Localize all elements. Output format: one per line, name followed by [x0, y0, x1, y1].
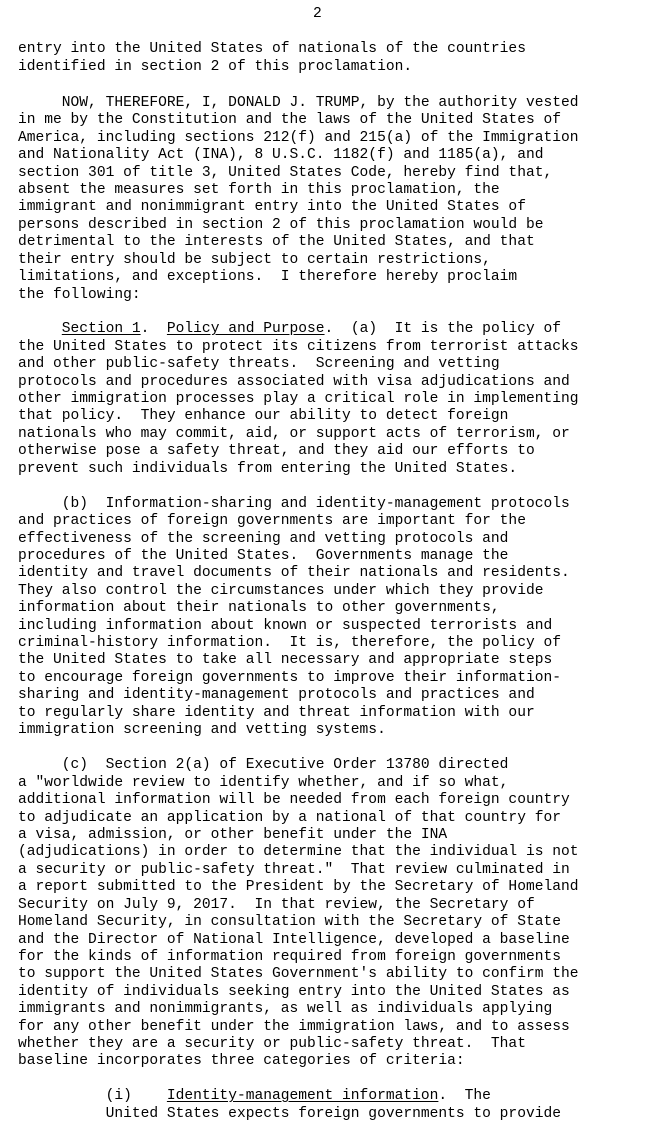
item-i-title: Identity-management information: [166, 1088, 439, 1104]
section-1-title: Policy and Purpose: [166, 321, 325, 337]
paragraph-c-line: baseline incorporates three categories of criteria:: [18, 1053, 465, 1069]
paragraph-b-line: procedures of the United States. Governments manage the: [18, 548, 509, 564]
paragraph-b-line: including information about known or suspected terrorists and: [18, 618, 553, 634]
section-1-heading: [18, 321, 561, 338]
item-i-label: (i): [105, 1088, 132, 1104]
paragraph-c-line: and the Director of National Intelligence, developed a baseline: [18, 932, 570, 948]
paragraph-c-line: (adjudications) in order to determine that the individual is not: [18, 844, 579, 860]
section-1-line: protocols and procedures associated with visa adjudications and: [18, 374, 570, 390]
section-1-first-line-rest: . (a) It is the policy of: [324, 321, 562, 337]
proclamation-line: NOW, THEREFORE, I, DONALD J. TRUMP, by the authority vested: [18, 95, 579, 111]
paragraph-b-line: sharing and identity-management protocols and practices and: [18, 687, 535, 703]
intro-line: identified in section 2 of this proclamation.: [18, 59, 413, 75]
paragraph-b-line: information about their nationals to other governments,: [18, 600, 500, 616]
proclamation-line: detrimental to the interests of the United States, and that: [18, 234, 535, 250]
paragraph-c-line: for the kinds of information required from foreign governments: [18, 949, 561, 965]
paragraph-c-line: for any other benefit under the immigration laws, and to assess: [18, 1019, 570, 1035]
section-1-line: nationals who may commit, aid, or support acts of terrorism, or: [18, 426, 570, 442]
section-1-line: and other public-safety threats. Screening and vetting: [18, 356, 500, 372]
paragraph-c-line: Homeland Security, in consultation with the Secretary of State: [18, 914, 561, 930]
proclamation-line: America, including sections 212(f) and 215(a) of the Immigration: [18, 130, 579, 146]
section-1-indent: [18, 321, 62, 337]
paragraph-b-line: immigration screening and vetting systems.: [18, 722, 386, 738]
proclamation-line: in me by the Constitution and the laws of the United States of: [18, 112, 561, 128]
item-i-first-line-rest: . The: [438, 1088, 491, 1104]
paragraph-c-line: a report submitted to the President by the Secretary of Homeland: [18, 879, 579, 895]
paragraph-c-line: immigrants and nonimmigrants, as well as individuals applying: [18, 1001, 553, 1017]
intro-line: entry into the United States of nationals of the countries: [18, 41, 526, 57]
paragraph-c-line: to support the United States Government's ability to confirm the: [18, 966, 579, 982]
paragraph-c-line: identity of individuals seeking entry into the United States as: [18, 984, 570, 1000]
item-i-indent: [18, 1088, 106, 1104]
paragraph-b-line: identity and travel documents of their nationals and residents.: [18, 565, 570, 581]
proclamation-line: their entry should be subject to certain restrictions,: [18, 252, 491, 268]
item-i-line: United States expects foreign governments to provide: [18, 1106, 561, 1122]
proclamation-line: section 301 of title 3, United States Code, hereby find that,: [18, 165, 553, 181]
paragraph-b-line: They also control the circumstances under which they provide: [18, 583, 544, 599]
paragraph-c-line: to adjudicate an application by a national of that country for: [18, 810, 561, 826]
paragraph-b-line: to regularly share identity and threat information with our: [18, 705, 535, 721]
proclamation-line: immigrant and nonimmigrant entry into the United States of: [18, 199, 526, 215]
section-1-line: otherwise pose a safety threat, and they aid our efforts to: [18, 443, 535, 459]
section-1-line: other immigration processes play a critical role in implementing: [18, 391, 579, 407]
proclamation-line: and Nationality Act (INA), 8 U.S.C. 1182(f) and 1185(a), and: [18, 147, 544, 163]
paragraph-c-line: Security on July 9, 2017. In that review, the Secretary of: [18, 897, 535, 913]
section-1-line: the United States to protect its citizens from terrorist attacks: [18, 339, 579, 355]
paragraph-c-line: additional information will be needed from each foreign country: [18, 792, 570, 808]
paragraph-b-line: (b) Information-sharing and identity-management protocols: [18, 496, 570, 512]
paragraph-b-line: to encourage foreign governments to improve their information-: [18, 670, 561, 686]
section-1-label: Section 1: [61, 321, 141, 337]
section-1-dot-spacing: .: [140, 321, 167, 337]
paragraph-b-line: effectiveness of the screening and vetting protocols and: [18, 531, 509, 547]
item-i-gap: [132, 1088, 167, 1104]
item-i-heading: [18, 1088, 491, 1105]
proclamation-line: persons described in section 2 of this proclamation would be: [18, 217, 544, 233]
proclamation-line: absent the measures set forth in this proclamation, the: [18, 182, 500, 198]
paragraph-c-line: a visa, admission, or other benefit under the INA: [18, 827, 448, 843]
paragraph-b-line: criminal-history information. It is, therefore, the policy of: [18, 635, 561, 651]
paragraph-c-line: a "worldwide review to identify whether, and if so what,: [18, 775, 509, 791]
paragraph-b-line: the United States to take all necessary and appropriate steps: [18, 652, 553, 668]
proclamation-line: the following:: [18, 287, 141, 303]
paragraph-c-line: whether they are a security or public-safety threat. That: [18, 1036, 526, 1052]
section-1-line: prevent such individuals from entering the United States.: [18, 461, 518, 477]
proclamation-line: limitations, and exceptions. I therefore hereby proclaim: [18, 269, 518, 285]
paragraph-c-line: (c) Section 2(a) of Executive Order 13780 directed: [18, 757, 509, 773]
paragraph-b-line: and practices of foreign governments are important for the: [18, 513, 526, 529]
paragraph-c-line: a security or public-safety threat." That review culminated in: [18, 862, 570, 878]
page-number: 2: [313, 6, 322, 22]
section-1-line: that policy. They enhance our ability to detect foreign: [18, 408, 509, 424]
